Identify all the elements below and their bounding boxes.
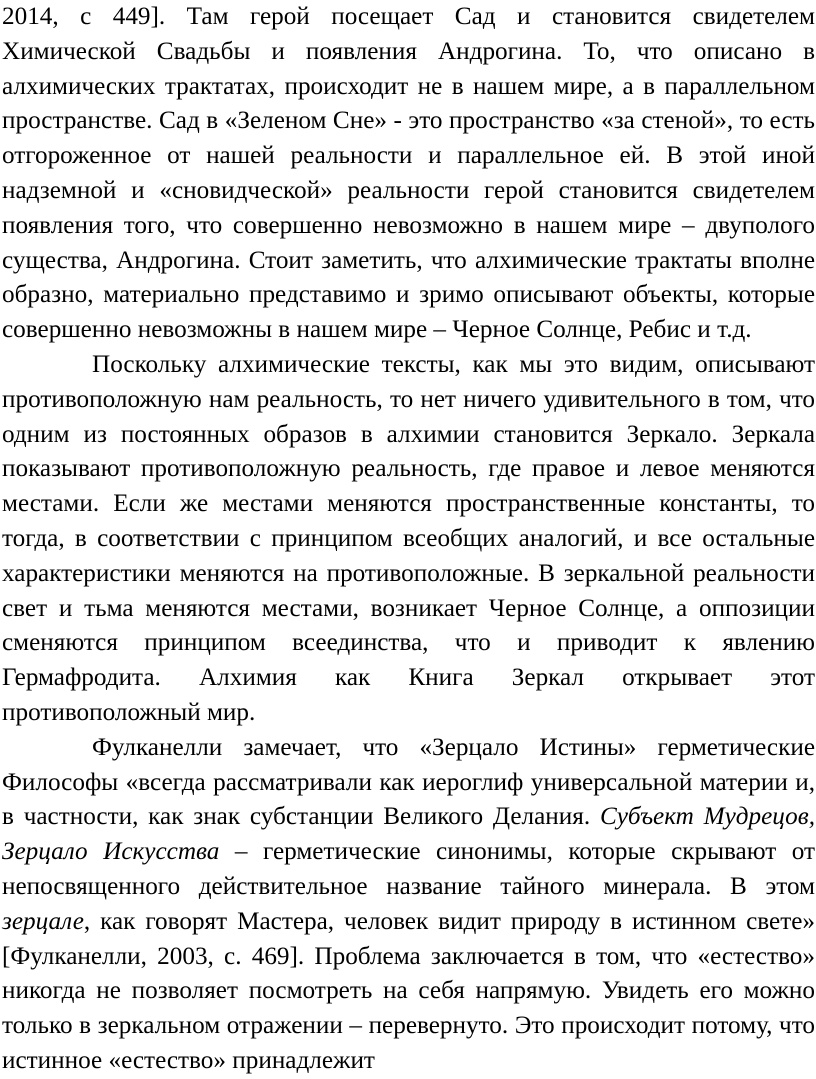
paragraph-3 (2, 731, 815, 1079)
paragraph-3-italic-1: Субъект Мудрецов, Зерцало Искусства (2, 803, 815, 866)
paragraph-3-text-1: Фулканелли замечает, что «Зерцало Истины» герметические Философы «всегда рассматривали как иероглиф универсальной материи и, в частности, как знак субстанции Великого Делания. (2, 733, 815, 831)
paragraph-3-italic-2: зерцале (2, 907, 84, 935)
paragraph-3-text-2: – герметические синонимы, которые скрывают от непосвященного действительное название тайного минерала. В этом (2, 838, 816, 900)
paragraph-2: Поскольку алхимические тексты, как мы это видим, описывают противоположную нам реальность, то нет ничего удивительного в том, что одним из постоянных образов в алхимии становится Зеркало. Зеркала показывают противоположную реальность, где правое и левое меняются местами. Если же местами меняются пространственные константы, то тогда, в соответствии с принципом всеобщих аналогий, и все остальные характеристики меняются на противоположные. В зеркальной реальности свет и тьма меняются местами, возникает Черное Солнце, а оппозиции сменяются принципом всеединства, что и приводит к явлению Гермафродита. Алхимия как Книга Зеркал открывает этот противоположный мир. (2, 350, 815, 726)
paragraph-3-text-3: , как говорят Мастера, человек видит природу в истинном свете» [Фулканелли, 2003, с. 469]. Проблема заключается в том, что «естество» никогда не позволяет посмотреть на себя напрямую. Увидеть его можно только в зеркальном отражении – перевернуто. Это происходит потому, что истинное «естество» принадлежит (2, 907, 815, 1074)
paragraph-1: 2014, с 449]. Там герой посещает Сад и становится свидетелем Химической Свадьбы и появления Андрогина. То, что описано в алхимических трактатах, происходит не в нашем мире, а в параллельном пространстве. Сад в «Зеленом Сне» - это пространство «за стеной», то есть отгороженное от нашей реальности и параллельное ей. В этой иной надземной и «сновидческой» реальности герой становится свидетелем появления того, что совершенно невозможно в нашем мире – двуполого существа, Андрогина. Стоит заметить, что алхимические трактаты вполне образно, материально представимо и зримо описывают объекты, которые совершенно невозможны в нашем мире – Черное Солнце, Ребис и т.д. (2, 3, 815, 344)
